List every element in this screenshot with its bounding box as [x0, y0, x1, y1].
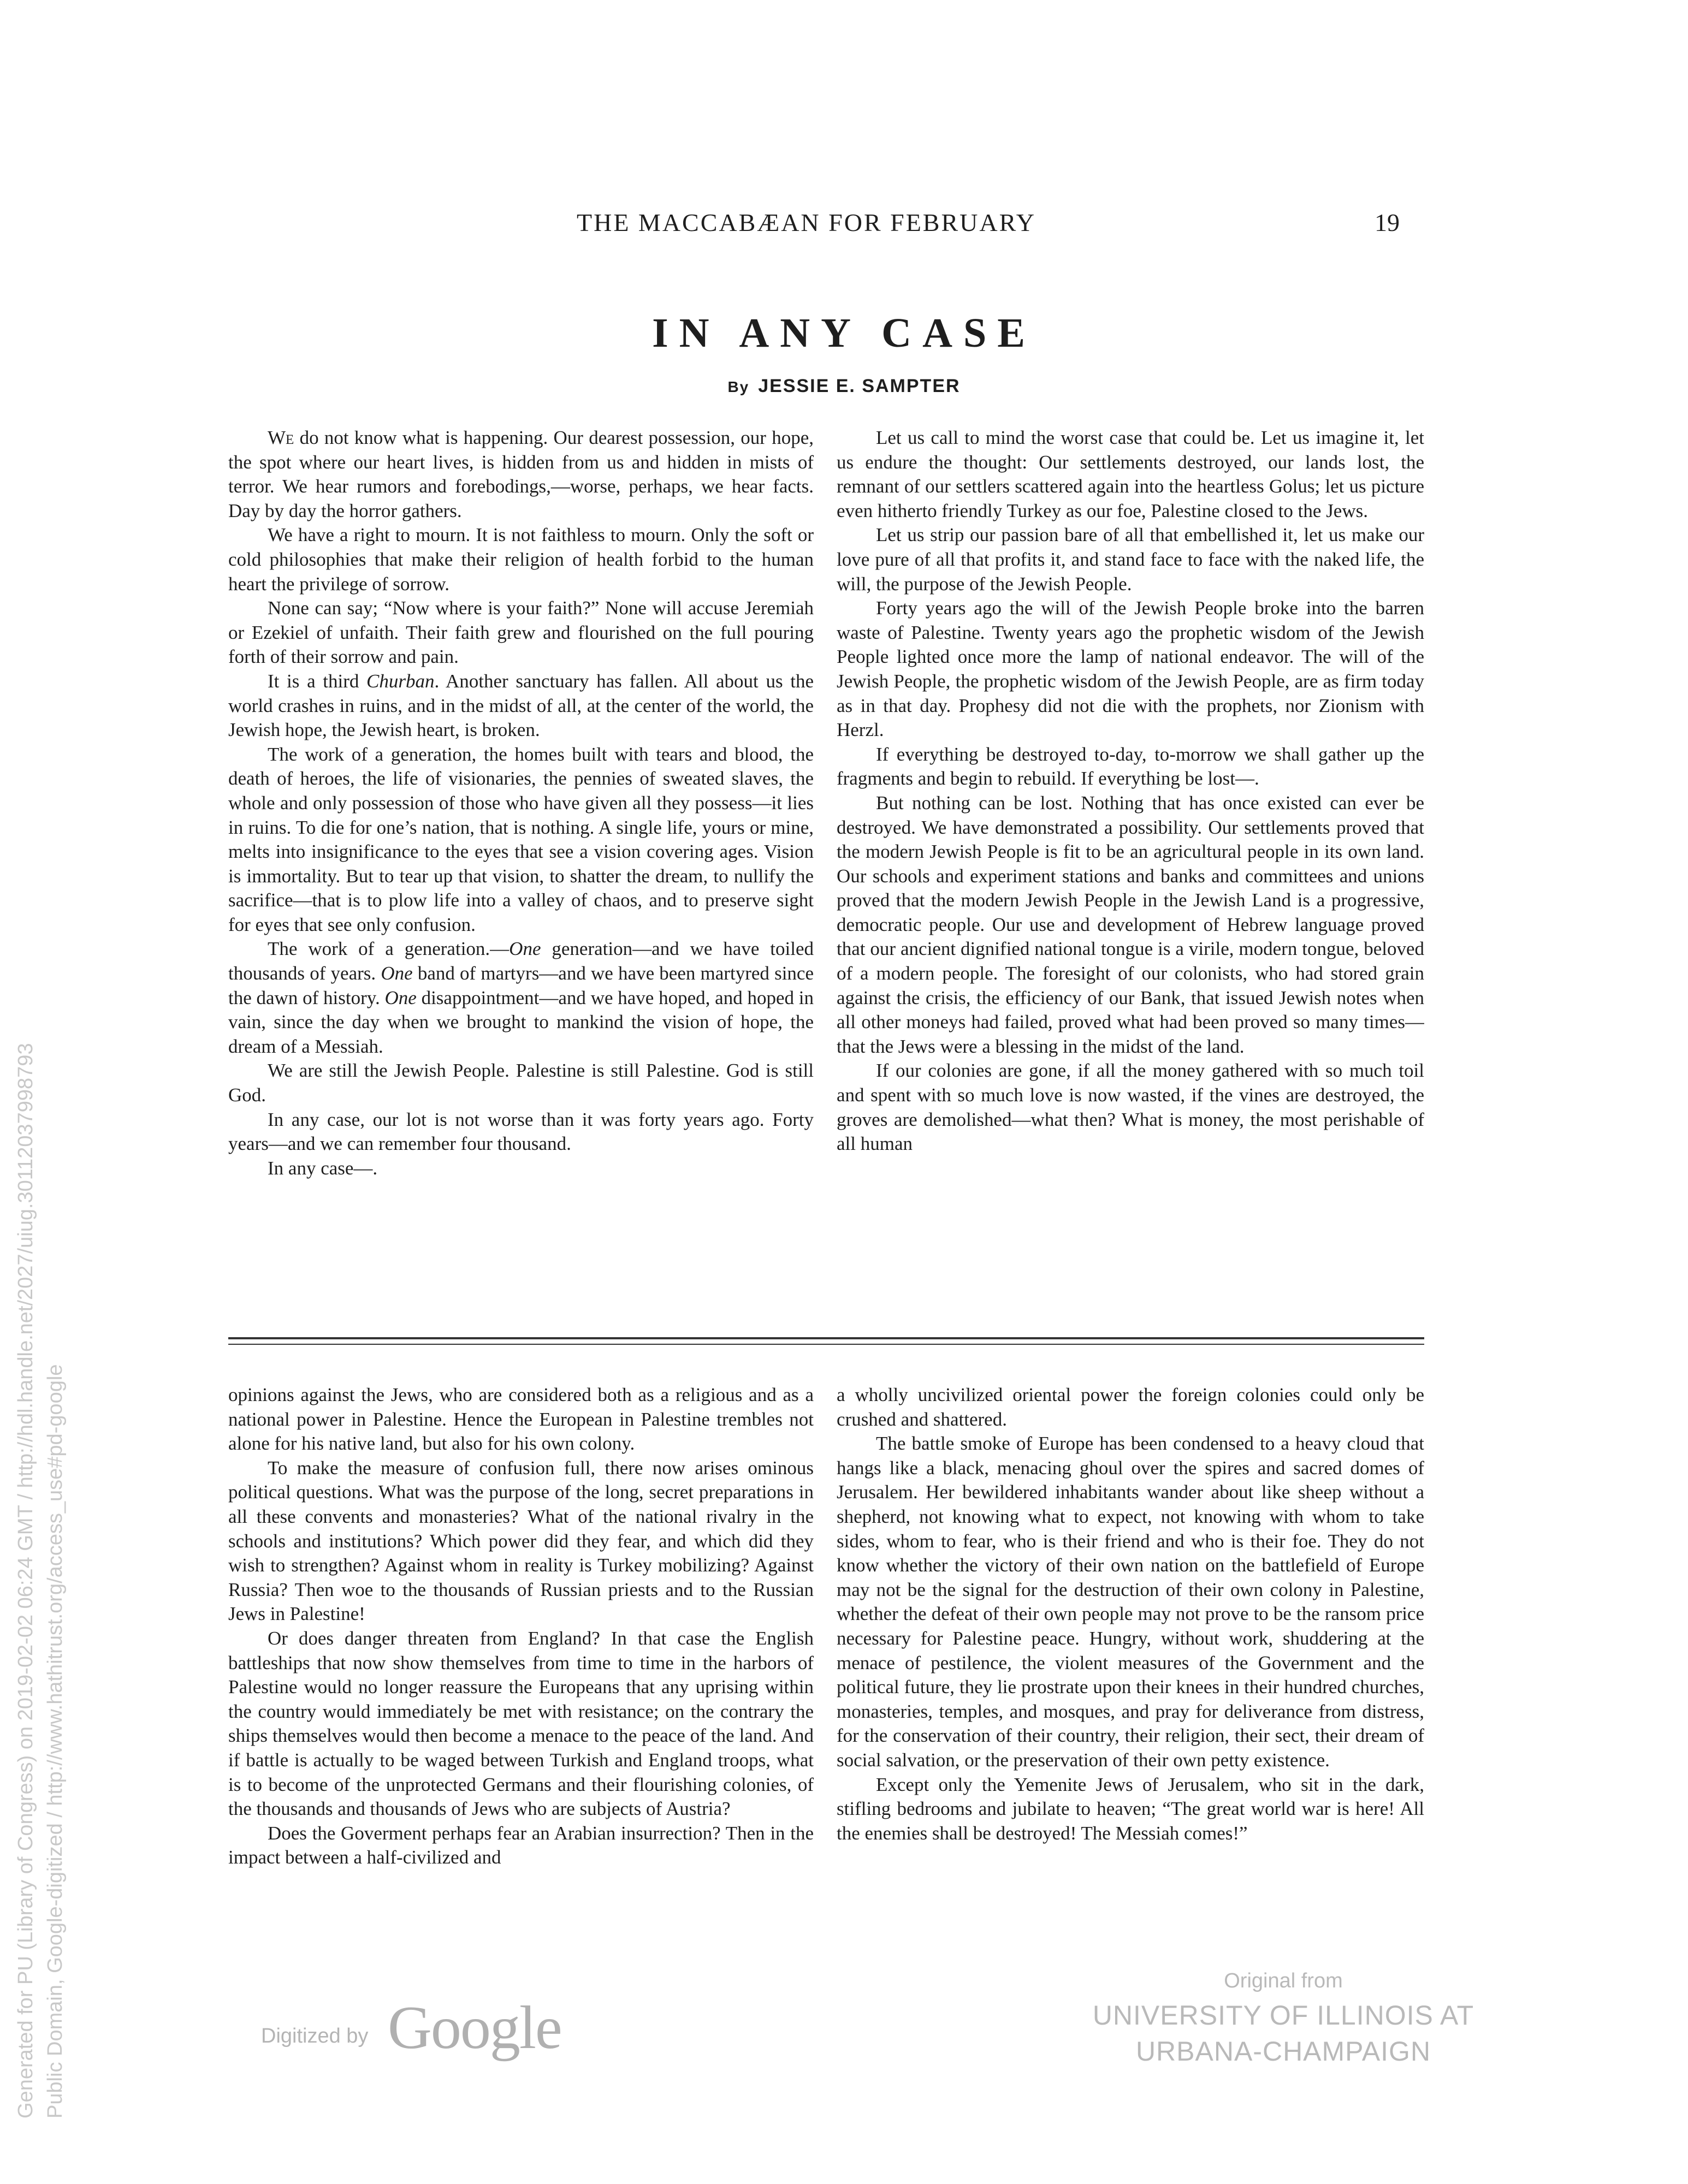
paragraph: The battle smoke of Europe has been condensed to a heavy cloud that hangs like a black, menacing ghoul over the spires and sacred domes of Jerusalem. Her bewildered inhabitants wander about like sheep without a shepherd, not knowing what to expect, not knowing with whom to take sides, whom to fear, who is their friend and who is their foe. They do not know whether the victory of their own nation on the battlefield of Europe may not be the signal for the destruction of their own colony in Palestine, whether the defeat of their own people may not prove to be the ransom price necessary for Palestine peace. Hungry, without work, shuddering at the menace of pestilence, the violent measures of the Government and the political future, they lie prostrate upon their knees in their hundred churches, monasteries, temples, and mosques, and pray for deliverance from distress, for the conservation of their country, their religion, their sect, their dream of social salvation, or the preservation of their own petty existence. — [837, 1433, 1424, 1771]
watermark-line: Generated for PU (Library of Congress) on 2019-02-02 06:24 GMT / http://hdl.handle.net/2027/uiug.30112037998793 — [14, 1043, 37, 2118]
paragraph: We are still the Jewish People. Palestine is still Palestine. God is still God. — [228, 1060, 814, 1106]
divider-rule — [228, 1344, 1424, 1345]
side-watermark — [11, 1043, 70, 2118]
watermark-line: Public Domain, Google-digitized / http://www.hathitrust.org/access_use#pd-google — [44, 1364, 67, 2118]
paragraph: But nothing can be lost. Nothing that has once existed can ever be destroyed. We have demonstrated a possibility. Our settlements proved that the modern Jewish People is fit to be an agricultural people in its own land. Our schools and experiment stations and banks and committees and unions proved that the modern Jewish People in the Jewish Land is a progressive, democratic people. Our use and development of Hebrew language proved that our ancient dignified national tongue is a virile, modern tongue, beloved of a modern people. The foresight of our colonists, who had stored grain against the crisis, the efficiency of our Bank, that issued Jewish notes when all other moneys had failed, proved what had been proved so many times—that the Jews were a blessing in the midst of the land. — [837, 792, 1424, 1057]
running-title: THE MACCABÆAN FOR FEBRUARY — [577, 209, 1036, 236]
author-name: JESSIE E. SAMPTER — [758, 376, 961, 396]
google-logo: Google — [388, 1994, 561, 2062]
paragraph: Except only the Yemenite Jews of Jerusalem, who sit in the dark, stifling bedrooms and jubilate to heaven; “The great world war is here! All the enemies shall be destroyed! The Messiah comes!” — [837, 1773, 1424, 1844]
drop-lead: We — [268, 427, 294, 448]
column-bottom-left — [228, 1383, 814, 1992]
article-title: IN ANY CASE — [652, 310, 1036, 356]
paragraph: To make the measure of confusion full, there now arises ominous political questions. What was the purpose of the long, secret preparations in all these convents and monasteries? What of the national rivalry in the schools and institutions? Which power did they fear, and which did they wish to strengthen? Against whom in reality is Turkey mobilizing? Against Russia? Then woe to the thousands of Russian priests and to the Russian Jews in Palestine! — [228, 1457, 814, 1625]
paragraph: None can say; “Now where is your faith?” None will accuse Jeremiah or Ezekiel of unfaith. Their faith grew and flourished on the full pouring forth of their sorrow and pain. — [228, 597, 814, 668]
digitized-by-label: Digitized by — [261, 2025, 369, 2048]
paragraph: If everything be destroyed to-day, to-morrow we shall gather up the fragments and begin to rebuild. If everything be lost—. — [837, 743, 1424, 790]
divider-rule — [228, 1337, 1424, 1339]
column-bottom-right — [837, 1383, 1424, 1992]
column-top-right — [837, 426, 1424, 1316]
university-name: UNIVERSITY OF ILLINOIS AT — [1092, 2000, 1474, 2031]
paragraph: a wholly uncivilized oriental power the foreign colonies could only be crushed and shattered. — [837, 1384, 1424, 1430]
paragraph: Forty years ago the will of the Jewish People broke into the barren waste of Palestine. Twenty years ago the prophetic wisdom of the Jewish People lighted once more the lamp of national endeavor. The will of the Jewish People, the prophetic wisdom of the Jewish People, are as firm today as in that day. Prophesy did not die with the prophets, nor Zionism with Herzl. — [837, 597, 1424, 741]
paragraph: In any case—. — [268, 1157, 378, 1179]
original-from — [1038, 1965, 1529, 2069]
paragraph: In any case, our lot is not worse than it was forty years ago. Forty years—and we can remember four thousand. — [228, 1108, 814, 1155]
paragraph: Does the Goverment perhaps fear an Arabian insurrection? Then in the impact between a half-civilized and — [228, 1822, 814, 1868]
paragraph: Let us call to mind the worst case that could be. Let us imagine it, let us endure the thought: Our settlements destroyed, our lands lost, the remnant of our settlers scattered again into the heartless Golus; let us picture even hitherto friendly Turkey as our foe, Palestine closed to the Jews. — [837, 427, 1424, 521]
paragraph: The work of a generation.—One generation—and we have toiled thousands of years. One band of martyrs—and we have been martyred since the dawn of history. One disappointment—and we have hoped, and hoped in vain, since the day when we brought to mankind the vision of hope, the dream of a Messiah. — [228, 938, 814, 1057]
paragraph: It is a third Churban. Another sanctuary has fallen. All about us the world crashes in ruins, and in the midst of all, at the center of the world, the Jewish hope, the Jewish heart, is broken. — [228, 670, 814, 741]
original-from-label: Original from — [1224, 1969, 1343, 1992]
byline-prefix: By — [727, 378, 750, 395]
page-number: 19 — [1375, 209, 1400, 236]
paragraph: opinions against the Jews, who are considered both as a religious and as a national power in Palestine. Hence the European in Palestine trembles not alone for his native land, but also for his own colony. — [228, 1384, 814, 1455]
university-campus: URBANA-CHAMPAIGN — [1135, 2036, 1431, 2067]
byline — [0, 376, 1688, 397]
paragraph: Let us strip our passion bare of all that embellished it, let us make our love pure of all that profits it, and stand face to face with the naked life, the will, the purpose of the Jewish People. — [837, 524, 1424, 595]
paragraph: If our colonies are gone, if all the money gathered with so much toil and spent with so much love is now wasted, if the vines are destroyed, the groves are demolished—what then? What is money, the most perishable of all human — [837, 1060, 1424, 1155]
paragraph: Or does danger threaten from England? In that case the English battleships that now show themselves from time to time in the harbors of Palestine would no longer reassure the Europeans that any uprising within the country would immediately be met with resistance; on the contrary the ships themselves would then become a menace to the peace of the land. And if battle is actually to be waged between Turkish and England troops, what is to become of the unprotected Germans and their flourishing colonies, of the thousands and thousands of Jews who are subjects of Austria? — [228, 1627, 814, 1820]
italic-term: Churban — [366, 670, 435, 692]
digitized-by-google — [261, 1993, 589, 2069]
column-top-left — [228, 426, 814, 1316]
paragraph: The work of a generation, the homes built with tears and blood, the death of heroes, the life of visionaries, the pennies of sweated slaves, the whole and only possession of those who have given all they possess—it lies in ruins. To die for one’s nation, that is nothing. A single life, yours or mine, melts into insignificance to the eyes that see a vision covering ages. Vision is immortality. But to tear up that vision, to shatter the dream, to nullify the sacrifice—that is to plow life into a valley of chaos, and to preserve sight for eyes that see only confusion. — [228, 743, 814, 935]
paragraph: We have a right to mourn. It is not faithless to mourn. Only the soft or cold philosophies that make their religion of health forbid to the human heart the privilege of sorrow. — [228, 524, 814, 595]
paragraph: We do not know what is happening. Our dearest possession, our hope, the spot where our heart lives, is hidden from us and hidden in mists of terror. We hear rumors and forebodings,—worse, perhaps, we hear facts. Day by day the horror gathers. — [228, 427, 814, 521]
